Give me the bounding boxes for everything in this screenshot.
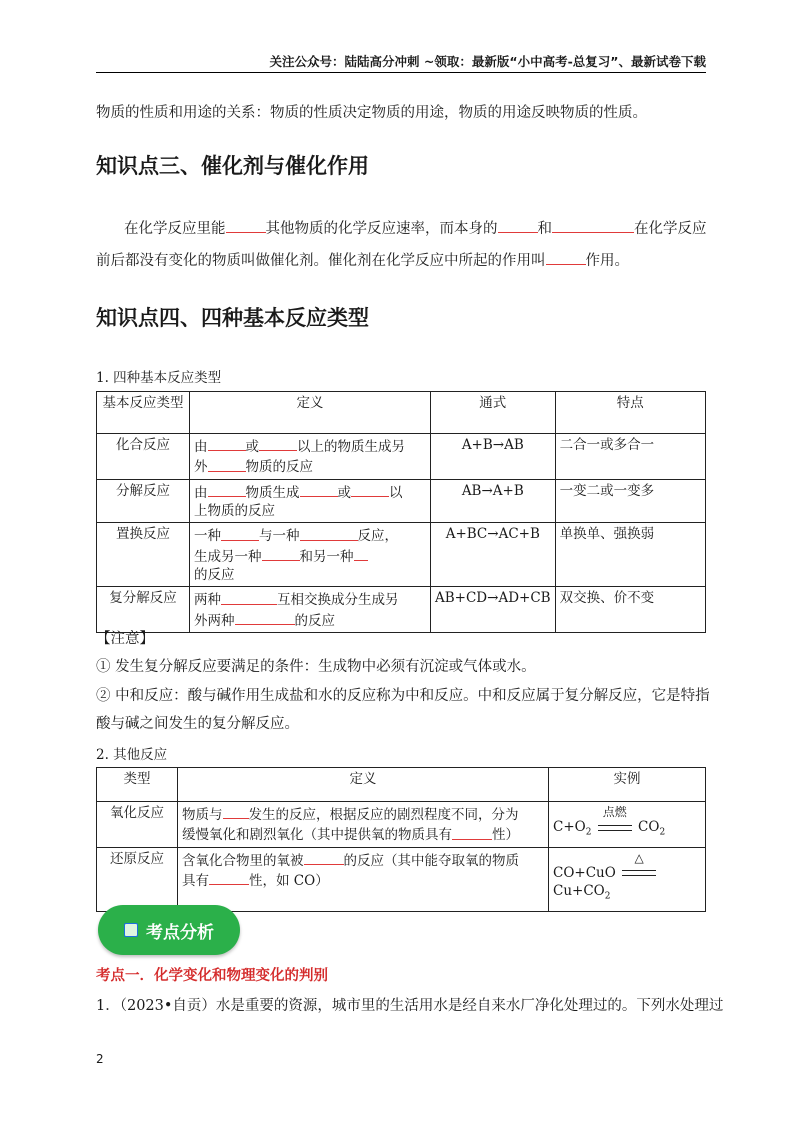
note-1: ① 发生复分解反应要满足的条件：生成物中必须有沉淀或气体或水。: [96, 659, 536, 675]
subscript: 2: [585, 827, 592, 838]
table-row: [97, 802, 706, 848]
double-line: [598, 825, 632, 831]
page-header: 关注公众号：陆陆高分冲刺 ~领取：最新版“小中高考-总复习”、最新试卷下载: [96, 52, 706, 73]
analysis-badge: [98, 905, 240, 955]
feature-cell: 单换单、强换弱: [555, 523, 705, 587]
table-row: [97, 523, 706, 587]
text: 两种: [194, 592, 221, 609]
blank: [235, 610, 295, 625]
blank: [259, 436, 297, 451]
table-row: [97, 587, 706, 633]
text: 由: [194, 484, 208, 501]
blank: [300, 525, 358, 540]
text: 的反应: [194, 567, 235, 584]
text: 性）: [492, 827, 519, 844]
condition: 点燃: [602, 805, 627, 819]
table-1-caption: 1. 四种基本反应类型: [96, 370, 222, 386]
products: CO: [638, 819, 660, 835]
text: 性，如 CO）: [249, 873, 329, 890]
text: 发生的反应，根据反应的剧烈程度不同，分为: [248, 807, 519, 824]
definition-cell: [190, 587, 431, 633]
text: 与一种: [259, 528, 300, 545]
definition-cell: [178, 847, 549, 911]
text: 互相交换成分生成另: [277, 592, 399, 609]
text: 的反应: [294, 612, 335, 629]
feature-cell: 双交换、价不变: [555, 587, 705, 633]
definition-cell: [190, 523, 431, 587]
text: 生成另一种: [194, 548, 262, 565]
reactants: C+O: [553, 819, 586, 835]
reaction-arrow: [596, 805, 634, 836]
text: 具有: [182, 873, 209, 890]
text: 或: [337, 484, 351, 501]
text: 前后都没有变化的物质叫做催化剂。催化剂在化学反应中所起的作用叫: [96, 253, 546, 270]
section-4-title: 知识点四、四种基本反应类型: [96, 306, 369, 330]
blank: [498, 217, 538, 233]
blank: [208, 482, 246, 497]
type-cell: 置换反应: [97, 523, 190, 587]
text: 物质生成: [245, 484, 300, 501]
intro-paragraph: 物质的性质和用途的关系：物质的性质决定物质的用途，物质的用途反映物质的性质。: [96, 105, 647, 121]
text: 反应，: [357, 528, 398, 545]
feature-cell: 二合一或多合一: [555, 434, 705, 480]
subscript: 2: [604, 891, 611, 902]
text: 一种: [194, 528, 221, 545]
text: 以上的物质生成另: [297, 439, 405, 456]
header-cell: 通式: [431, 392, 556, 434]
header-cell: 实例: [549, 768, 706, 802]
feature-cell: 一变二或一变多: [555, 479, 705, 523]
text: 外: [194, 459, 208, 476]
formula-cell: A+B→AB: [431, 434, 556, 480]
catalyst-line-2: [96, 249, 629, 270]
text: 物质的反应: [245, 459, 313, 476]
blank: [300, 482, 338, 497]
note-2a: ② 中和反应：酸与碱作用生成盐和水的反应称为中和反应。中和反应属于复分解反应，它是特指: [96, 688, 710, 704]
type-cell: 还原反应: [97, 847, 178, 911]
condition: △: [634, 850, 644, 865]
section-3-title: 知识点三、催化剂与催化作用: [96, 154, 369, 178]
text: 在化学反应里能: [124, 221, 226, 238]
point-1-heading: 考点一．化学变化和物理变化的判别: [96, 968, 328, 984]
table-header-row: [97, 392, 706, 434]
blank: [226, 217, 266, 233]
table-header-row: [97, 768, 706, 802]
products: Cu+CO: [553, 883, 605, 899]
blank: [304, 850, 344, 865]
text: 物质与: [182, 807, 223, 824]
note-2b: 酸与碱之间发生的复分解反应。: [96, 716, 299, 732]
definition-cell: [178, 802, 549, 848]
blank: [221, 525, 259, 540]
text: 其他物质的化学反应速率，而本身的: [265, 221, 498, 238]
reaction-types-table: [96, 391, 706, 633]
type-cell: 氧化反应: [97, 802, 178, 848]
catalyst-line-1: [124, 217, 707, 238]
blank: [354, 546, 368, 561]
text: 作用。: [585, 253, 629, 270]
blank: [223, 804, 249, 819]
text: 缓慢氧化和剧烈氧化（其中提供氧的物质具有: [182, 827, 452, 844]
header-cell: 基本反应类型: [97, 392, 190, 434]
badge-label: 考点分析: [146, 922, 214, 943]
text: 在化学反应: [634, 221, 707, 238]
header-cell: 特点: [555, 392, 705, 434]
table-row: [97, 434, 706, 480]
blank: [351, 482, 389, 497]
blank: [262, 546, 300, 561]
example-cell: [549, 802, 706, 848]
formula-cell: AB+CD→AD+CB: [431, 587, 556, 633]
header-cell: 定义: [190, 392, 431, 434]
blank: [552, 217, 634, 233]
definition-cell: [190, 479, 431, 523]
note-title: 【注意】: [96, 631, 154, 647]
header-cell: 定义: [178, 768, 549, 802]
example-cell: [549, 847, 706, 911]
page-number: 2: [96, 1052, 104, 1066]
type-cell: 复分解反应: [97, 587, 190, 633]
table-2-caption: 2. 其他反应: [96, 747, 168, 763]
text: 含氧化合物里的氧被: [182, 852, 304, 869]
definition-cell: [190, 434, 431, 480]
text: 和另一种: [299, 548, 354, 565]
reactants: CO+CuO: [553, 864, 616, 881]
text: 以: [389, 484, 403, 501]
blank: [208, 456, 246, 471]
formula-cell: AB→A+B: [431, 479, 556, 523]
type-cell: 化合反应: [97, 434, 190, 480]
question-1: 1．（2023•自贡）水是重要的资源，城市里的生活用水是经自来水厂净化处理过的。下列水处理过: [96, 998, 724, 1014]
blank: [546, 249, 586, 265]
text: 由: [194, 439, 208, 456]
book-icon: [124, 923, 138, 937]
table-row: [97, 479, 706, 523]
blank: [452, 824, 492, 839]
double-line: [622, 870, 656, 876]
text: 和: [537, 221, 552, 238]
blank: [221, 589, 277, 604]
text: 或: [245, 439, 259, 456]
text: 的反应（其中能夺取氧的物质: [343, 852, 519, 869]
table-row: [97, 847, 706, 911]
blank: [208, 436, 246, 451]
subscript: 2: [659, 827, 666, 838]
text: 外两种: [194, 612, 235, 629]
reaction-arrow: [620, 850, 658, 882]
formula-cell: A+BC→AC+B: [431, 523, 556, 587]
type-cell: 分解反应: [97, 479, 190, 523]
blank: [209, 870, 249, 885]
text: 上物质的反应: [194, 503, 275, 520]
header-cell: 类型: [97, 768, 178, 802]
other-reactions-table: [96, 767, 706, 912]
